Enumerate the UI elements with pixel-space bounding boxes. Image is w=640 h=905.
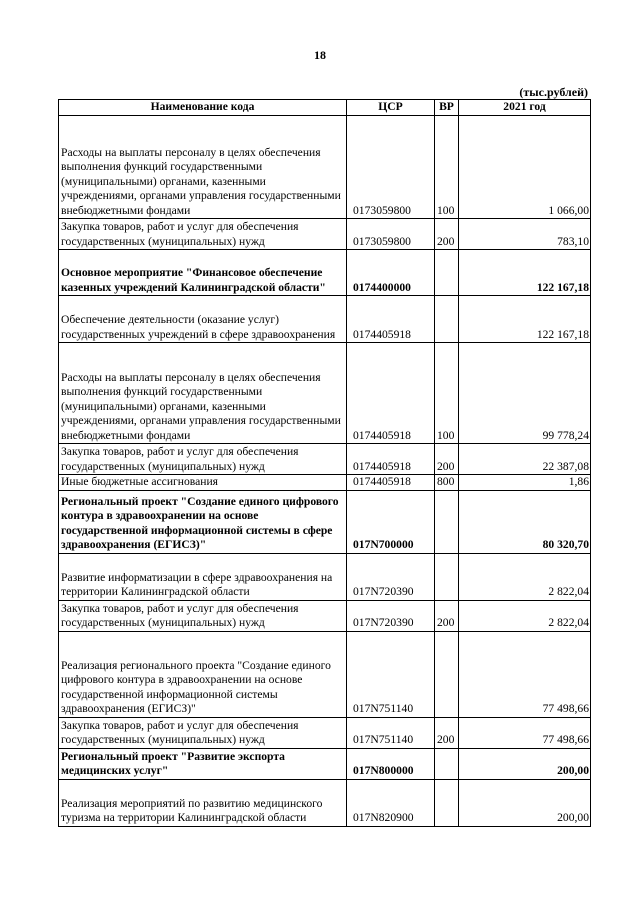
row-vr [435, 748, 459, 779]
row-csr: 0174405918 [347, 475, 435, 491]
header-csr: ЦСР [347, 100, 435, 116]
row-name: Развитие информатизации в сфере здравоохранения на территории Калининградской области [59, 553, 347, 600]
row-name: Реализация мероприятий по развитию медицинского туризма на территории Калининградской области [59, 779, 347, 826]
row-amount: 200,00 [459, 779, 591, 826]
row-vr: 200 [435, 444, 459, 475]
row-name: Региональный проект "Создание единого цифрового контура в здравоохранении на основе государственной информационной системы в сфере здравоохранения (ЕГИСЗ)" [59, 490, 347, 553]
row-csr: 017N751140 [347, 631, 435, 717]
row-amount: 1,86 [459, 475, 591, 491]
row-name: Закупка товаров, работ и услуг для обеспечения государственных (муниципальных) нужд [59, 717, 347, 748]
units-label: (тыс.рублей) [519, 85, 588, 99]
row-amount: 80 320,70 [459, 490, 591, 553]
row-vr: 200 [435, 717, 459, 748]
row-amount: 200,00 [459, 748, 591, 779]
row-amount: 22 387,08 [459, 444, 591, 475]
row-amount: 2 822,04 [459, 553, 591, 600]
table-row [59, 250, 591, 296]
row-name: Обеспечение деятельности (оказание услуг) государственных учреждений в сфере здравоохранения [59, 296, 347, 343]
row-name: Региональный проект "Развитие экспорта медицинских услуг" [59, 748, 347, 779]
row-name: Основное мероприятие "Финансовое обеспечение казенных учреждений Калининградской области" [59, 250, 347, 296]
row-name: Расходы на выплаты персоналу в целях обеспечения выполнения функций государственными (муниципальными) органами, казенными учреждениями, органами управления государственными внебюджетными фондами [59, 343, 347, 444]
row-csr: 017N800000 [347, 748, 435, 779]
row-vr: 800 [435, 475, 459, 491]
row-csr: 0174400000 [347, 250, 435, 296]
row-csr: 017N751140 [347, 717, 435, 748]
row-csr: 017N720390 [347, 600, 435, 631]
table-row [59, 343, 591, 444]
row-csr: 0174405918 [347, 444, 435, 475]
row-name: Закупка товаров, работ и услуг для обеспечения государственных (муниципальных) нужд [59, 219, 347, 250]
header-year: 2021 год [459, 100, 591, 116]
row-amount: 77 498,66 [459, 631, 591, 717]
table-row [59, 553, 591, 600]
table-row [59, 717, 591, 748]
table-row [59, 748, 591, 779]
row-name: Иные бюджетные ассигнования [59, 475, 347, 491]
table-row [59, 779, 591, 826]
row-csr: 0174405918 [347, 343, 435, 444]
table-row [59, 116, 591, 219]
row-vr: 200 [435, 600, 459, 631]
table-row [59, 490, 591, 553]
row-csr: 0173059800 [347, 219, 435, 250]
row-amount: 77 498,66 [459, 717, 591, 748]
row-amount: 783,10 [459, 219, 591, 250]
row-amount: 1 066,00 [459, 116, 591, 219]
row-amount: 122 167,18 [459, 250, 591, 296]
header-vr: ВР [435, 100, 459, 116]
row-name: Реализация регионального проекта "Создание единого цифрового контура в здравоохранении на основе государственной информационной системы здравоохранения (ЕГИСЗ)" [59, 631, 347, 717]
row-name: Расходы на выплаты персоналу в целях обеспечения выполнения функций государственными (муниципальными) органами, казенными учреждениями, органами управления государственными внебюджетными фондами [59, 116, 347, 219]
row-vr [435, 779, 459, 826]
table-row [59, 219, 591, 250]
table-row [59, 600, 591, 631]
row-vr [435, 250, 459, 296]
row-csr: 0174405918 [347, 296, 435, 343]
row-amount: 122 167,18 [459, 296, 591, 343]
row-vr [435, 296, 459, 343]
row-name: Закупка товаров, работ и услуг для обеспечения государственных (муниципальных) нужд [59, 444, 347, 475]
table-header-row [59, 100, 591, 116]
row-csr: 017N720390 [347, 553, 435, 600]
page-number: 18 [314, 48, 326, 62]
table-row [59, 444, 591, 475]
row-amount: 2 822,04 [459, 600, 591, 631]
row-vr: 100 [435, 343, 459, 444]
row-csr: 017N700000 [347, 490, 435, 553]
row-vr [435, 553, 459, 600]
row-vr [435, 631, 459, 717]
table-row [59, 296, 591, 343]
row-vr: 100 [435, 116, 459, 219]
table-row [59, 475, 591, 491]
table-row [59, 631, 591, 717]
row-csr: 0173059800 [347, 116, 435, 219]
row-vr [435, 490, 459, 553]
row-csr: 017N820900 [347, 779, 435, 826]
budget-table [58, 99, 591, 827]
row-name: Закупка товаров, работ и услуг для обеспечения государственных (муниципальных) нужд [59, 600, 347, 631]
header-name: Наименование кода [59, 100, 347, 116]
row-amount: 99 778,24 [459, 343, 591, 444]
row-vr: 200 [435, 219, 459, 250]
